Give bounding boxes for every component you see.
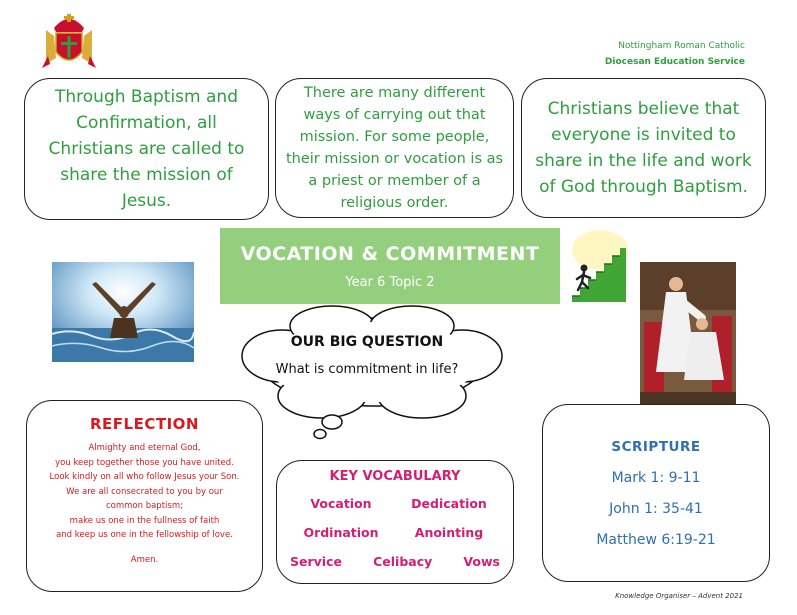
vocabulary-row — [290, 554, 500, 569]
ordination-photo — [640, 262, 736, 414]
mission-ways-text: There are many different ways of carrying out that mission. For some people, their mission or vocation is as a priest or member of a religious order. — [285, 85, 504, 211]
everyone-invited-box — [521, 78, 766, 218]
prayer-line: Look kindly on all who follow Jesus your Son. — [49, 472, 240, 482]
big-question-text: What is commitment in life? — [275, 362, 459, 377]
everyone-invited-text: Christians believe that everyone is invited to share in the life and work of God through Baptism. — [535, 99, 752, 197]
baptism-mission-text: Through Baptism and Confirmation, all Christians are called to share the mission of Jesus. — [48, 87, 245, 211]
prayer-line: common baptism; — [105, 501, 183, 511]
topic-title: VOCATION & COMMITMENT — [240, 242, 540, 265]
footer-note: Knowledge Organiser – Advent 2021 — [615, 592, 743, 600]
scripture-box — [542, 404, 770, 582]
mission-ways-box — [275, 78, 514, 218]
reflection-prayer — [50, 441, 240, 543]
vocab-word: Vocation — [310, 496, 372, 511]
topic-subtitle: Year 6 Topic 2 — [345, 274, 435, 290]
prayer-line: Almighty and eternal God, — [88, 443, 201, 453]
big-question-title: OUR BIG QUESTION — [290, 334, 444, 350]
diocese-crest-icon — [40, 12, 98, 74]
org-line-2: Diocesan Education Service — [604, 57, 745, 67]
big-question — [262, 334, 472, 379]
scripture-reference: Matthew 6:19-21 — [596, 532, 716, 548]
prayer-line: and keep us one in the fellowship of love. — [56, 530, 233, 540]
vocab-word: Service — [290, 554, 342, 569]
climbing-stairs-icon — [566, 228, 630, 302]
prayer-line: make us one in the fullness of faith — [69, 515, 220, 526]
scripture-title: SCRIPTURE — [611, 439, 701, 455]
key-vocabulary-title: KEY VOCABULARY — [329, 469, 461, 484]
scripture-reference: Mark 1: 9-11 — [611, 470, 701, 486]
baptism-mission-box — [24, 78, 269, 220]
vocab-word: Celibacy — [373, 554, 433, 569]
org-line-1: Nottingham Roman Catholic — [618, 41, 745, 51]
reflection-box — [26, 400, 263, 592]
figure-raising-arms-photo — [52, 262, 194, 362]
key-vocabulary-box — [276, 460, 514, 584]
organisation-name — [605, 38, 745, 70]
vocab-word: Vows — [463, 554, 500, 569]
reflection-title: REFLECTION — [90, 415, 199, 433]
prayer-line: We are all consecrated to you by our — [66, 486, 223, 497]
vocab-word: Dedication — [411, 496, 487, 511]
topic-banner — [220, 228, 560, 304]
scripture-reference: John 1: 35-41 — [609, 501, 703, 517]
vocab-word: Anointing — [414, 525, 484, 540]
vocabulary-grid — [287, 496, 503, 540]
vocab-word: Ordination — [303, 525, 379, 540]
prayer-line: you keep together those you have united. — [55, 457, 234, 468]
prayer-amen: Amen. — [130, 554, 159, 565]
